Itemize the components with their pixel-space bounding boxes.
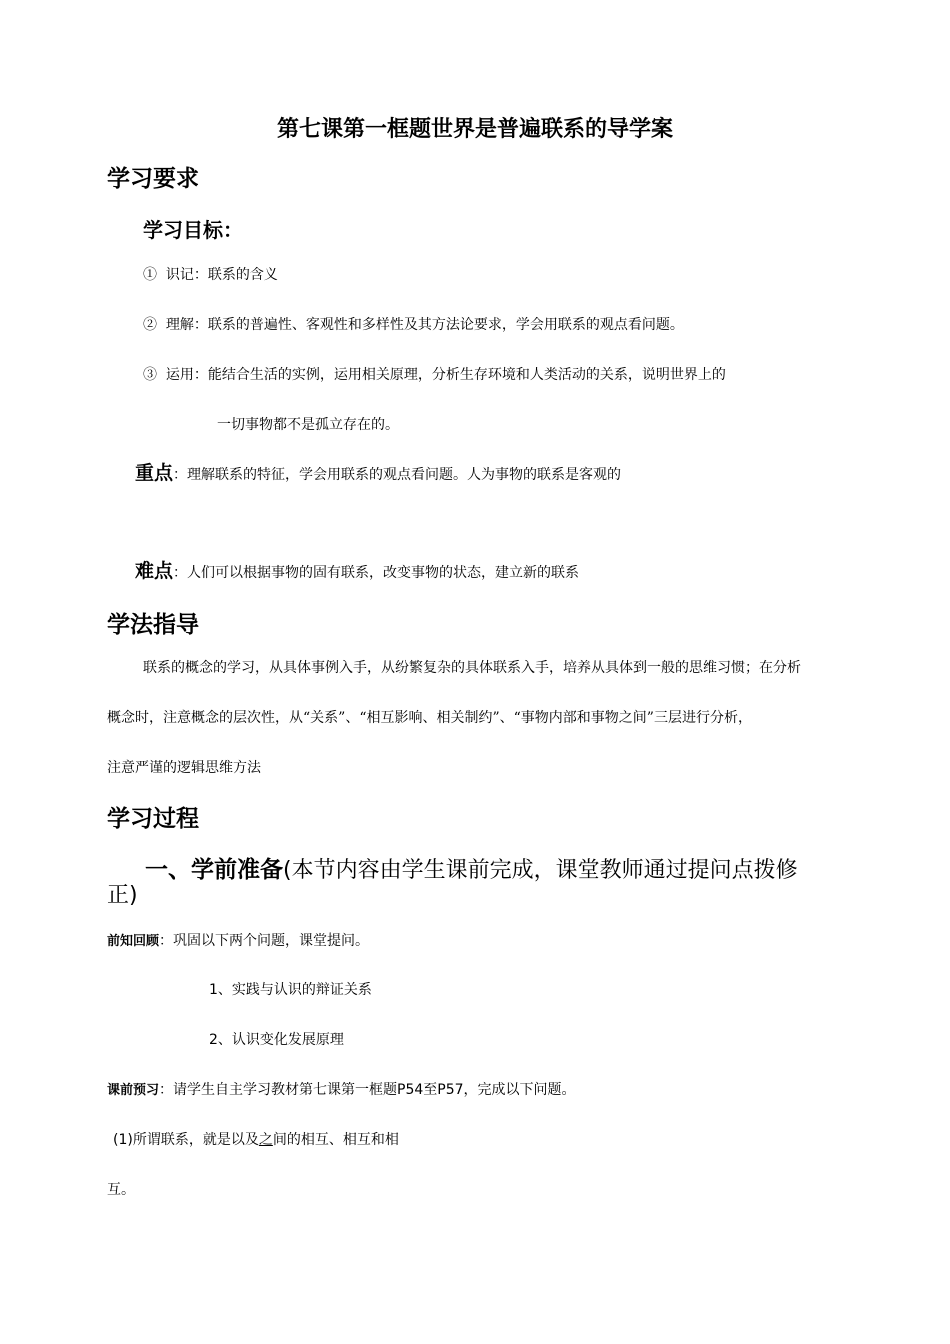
difficulty-point [135, 556, 579, 583]
preview-page-from: P54 [397, 1082, 424, 1098]
preview-text: ，完成以下问题。 [463, 1082, 576, 1098]
preview-text: 至 [423, 1082, 438, 1098]
objective-item [143, 314, 684, 334]
difficulty-label: 难点 [135, 560, 174, 582]
question-text: 所谓联系，就是以及 [132, 1132, 259, 1148]
subsection-note: (本节内容由学生课前完成，课堂教师通过提问点拨修 [283, 858, 798, 883]
objective-marker: ③ [143, 367, 157, 383]
objective-item [143, 364, 726, 384]
review-label: 前知回顾 [107, 934, 160, 949]
preview-intro [107, 1079, 576, 1099]
objective-marker: ② [143, 317, 157, 333]
objective-text: 理解：联系的普遍性、客观性和多样性及其方法论要求，学会用联系的观点看问题。 [165, 317, 684, 333]
method-paragraph-line: 注意严谨的逻辑思维方法 [107, 760, 261, 776]
question-continuation: 互。 [107, 1182, 135, 1198]
objectives-heading: 学习目标： [143, 218, 243, 242]
subsection-note-continuation: 正) [107, 883, 138, 908]
method-paragraph-line: 概念时，注意概念的层次性，从“关系”、“相互影响、相关制约”、“事物内部和事物之间”三层进行分析， [107, 710, 752, 726]
objective-text: 识记：联系的含义 [165, 267, 278, 283]
subsection-pre-study [145, 851, 798, 884]
question-number: (1) [113, 1132, 133, 1148]
objective-marker: ① [143, 267, 157, 283]
subsection-label: 一、学前准备 [145, 857, 283, 883]
objective-continuation: 一切事物都不是孤立存在的。 [217, 417, 399, 433]
section-heading-process: 学习过程 [107, 806, 199, 832]
method-paragraph-line: 联系的概念的学习，从具体事例入手，从纷繁复杂的具体联系入手，培养从具体到一般的思维习惯；在分析 [143, 660, 801, 676]
review-item-number: 1 [209, 982, 218, 998]
preview-page-to: P57 [437, 1082, 464, 1098]
objective-item [143, 264, 278, 284]
review-item-text: 、认识变化发展原理 [217, 1032, 344, 1048]
key-point [135, 458, 621, 485]
review-item-number: 2 [209, 1032, 218, 1048]
preview-label: 课前预习 [107, 1083, 160, 1098]
review-item [209, 979, 372, 999]
difficulty-text: ：人们可以根据事物的固有联系，改变事物的状态，建立新的联系 [173, 565, 580, 581]
key-point-text: ：理解联系的特征，学会用联系的观点看问题。人为事物的联系是客观的 [173, 467, 622, 483]
review-text: ：巩固以下两个问题，课堂提问。 [159, 933, 370, 949]
question-text: 间的相互、相互和相 [272, 1132, 399, 1148]
preview-text: ：请学生自主学习教材第七课第一框题 [159, 1082, 398, 1098]
section-heading-method: 学法指导 [107, 612, 199, 638]
section-heading-requirements: 学习要求 [107, 166, 199, 192]
review-item-text: 、实践与认识的辩证关系 [217, 982, 372, 998]
page-title: 第七课第一框题世界是普遍联系的导学案 [276, 117, 673, 142]
key-point-label: 重点 [135, 462, 174, 484]
question-item [113, 1129, 399, 1149]
question-underlined-text: 之 [258, 1132, 273, 1148]
review-intro [107, 930, 369, 950]
review-item [209, 1029, 344, 1049]
objective-text: 运用：能结合生活的实例，运用相关原理，分析生存环境和人类活动的关系，说明世界上的 [165, 367, 726, 383]
